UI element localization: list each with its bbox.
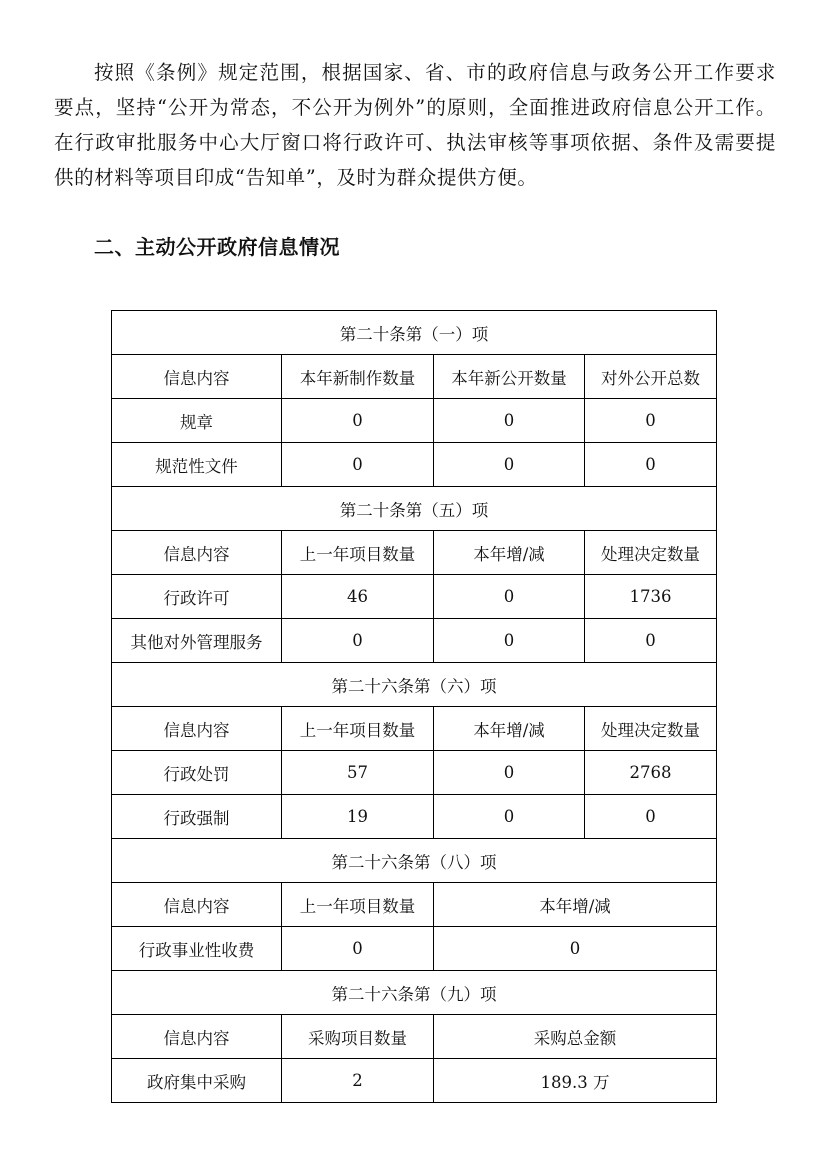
- table-cell: 0: [434, 443, 585, 487]
- header-cell: 上一年项目数量: [282, 707, 434, 751]
- table-cell: 0: [282, 619, 434, 663]
- section-title-row: [112, 487, 717, 531]
- header-cell: 本年增/减: [434, 531, 585, 575]
- table-cell: 57: [282, 751, 434, 795]
- table-cell: 2768: [585, 751, 717, 795]
- header-cell: 采购总金额: [434, 1015, 717, 1059]
- header-cell: 本年增/减: [434, 707, 585, 751]
- intro-paragraph: 按照《条例》规定范围，根据国家、省、市的政府信息与政务公开工作要求要点，坚持“公开为常态，不公开为例外”的原则，全面推进政府信息公开工作。在行政审批服务中心大厅窗口将行政许可、执法审核等事项依据、条件及需要提供的材料等项目印成“告知单”，及时为群众提供方便。: [54, 61, 776, 189]
- table-cell: 19: [282, 795, 434, 839]
- table-row: [112, 619, 717, 663]
- header-row: [112, 883, 717, 927]
- section-title-row: [112, 311, 717, 355]
- table-row: [112, 795, 717, 839]
- table-row: [112, 399, 717, 443]
- header-cell: 信息内容: [112, 531, 282, 575]
- section-heading: 二、主动公开政府信息情况: [94, 235, 340, 259]
- info-disclosure-table: [111, 310, 717, 1103]
- header-cell: 处理决定数量: [585, 531, 717, 575]
- row-label: 政府集中采购: [112, 1059, 282, 1103]
- header-cell: 本年新公开数量: [434, 355, 585, 399]
- table-cell: 46: [282, 575, 434, 619]
- row-label: 行政事业性收费: [112, 927, 282, 971]
- section-title: 第二十六条第（九）项: [112, 971, 717, 1015]
- table-cell: 0: [434, 751, 585, 795]
- header-cell: 上一年项目数量: [282, 883, 434, 927]
- row-label: 行政处罚: [112, 751, 282, 795]
- table-cell: 0: [282, 399, 434, 443]
- row-label: 规范性文件: [112, 443, 282, 487]
- table-row: [112, 443, 717, 487]
- table-cell: 0: [434, 575, 585, 619]
- header-cell: 信息内容: [112, 1015, 282, 1059]
- header-row: [112, 707, 717, 751]
- table-cell: 0: [585, 619, 717, 663]
- header-row: [112, 531, 717, 575]
- table-cell: 0: [282, 927, 434, 971]
- row-label: 规章: [112, 399, 282, 443]
- table-cell: 0: [585, 399, 717, 443]
- row-label: 行政强制: [112, 795, 282, 839]
- header-cell: 处理决定数量: [585, 707, 717, 751]
- table-row: [112, 575, 717, 619]
- header-row: [112, 355, 717, 399]
- section-title-row: [112, 663, 717, 707]
- section-title-row: [112, 839, 717, 883]
- header-cell: 采购项目数量: [282, 1015, 434, 1059]
- section-title-row: [112, 971, 717, 1015]
- table-cell: 189.3 万: [434, 1059, 717, 1103]
- section-title: 第二十条第（一）项: [112, 311, 717, 355]
- header-cell: 信息内容: [112, 355, 282, 399]
- table-row: [112, 751, 717, 795]
- table-row: [112, 1059, 717, 1103]
- section-title: 第二十条第（五）项: [112, 487, 717, 531]
- header-cell: 本年增/减: [434, 883, 717, 927]
- table-cell: 0: [434, 927, 717, 971]
- table-cell: 1736: [585, 575, 717, 619]
- table-cell: 0: [434, 795, 585, 839]
- table-row: [112, 927, 717, 971]
- table-cell: 0: [282, 443, 434, 487]
- table-cell: 0: [434, 619, 585, 663]
- row-label: 行政许可: [112, 575, 282, 619]
- section-title: 第二十六条第（八）项: [112, 839, 717, 883]
- header-cell: 上一年项目数量: [282, 531, 434, 575]
- header-cell: 对外公开总数: [585, 355, 717, 399]
- table-cell: 0: [585, 795, 717, 839]
- header-cell: 信息内容: [112, 883, 282, 927]
- header-cell: 本年新制作数量: [282, 355, 434, 399]
- header-cell: 信息内容: [112, 707, 282, 751]
- section-title: 第二十六条第（六）项: [112, 663, 717, 707]
- table-cell: 2: [282, 1059, 434, 1103]
- header-row: [112, 1015, 717, 1059]
- table-cell: 0: [585, 443, 717, 487]
- table-cell: 0: [434, 399, 585, 443]
- row-label: 其他对外管理服务: [112, 619, 282, 663]
